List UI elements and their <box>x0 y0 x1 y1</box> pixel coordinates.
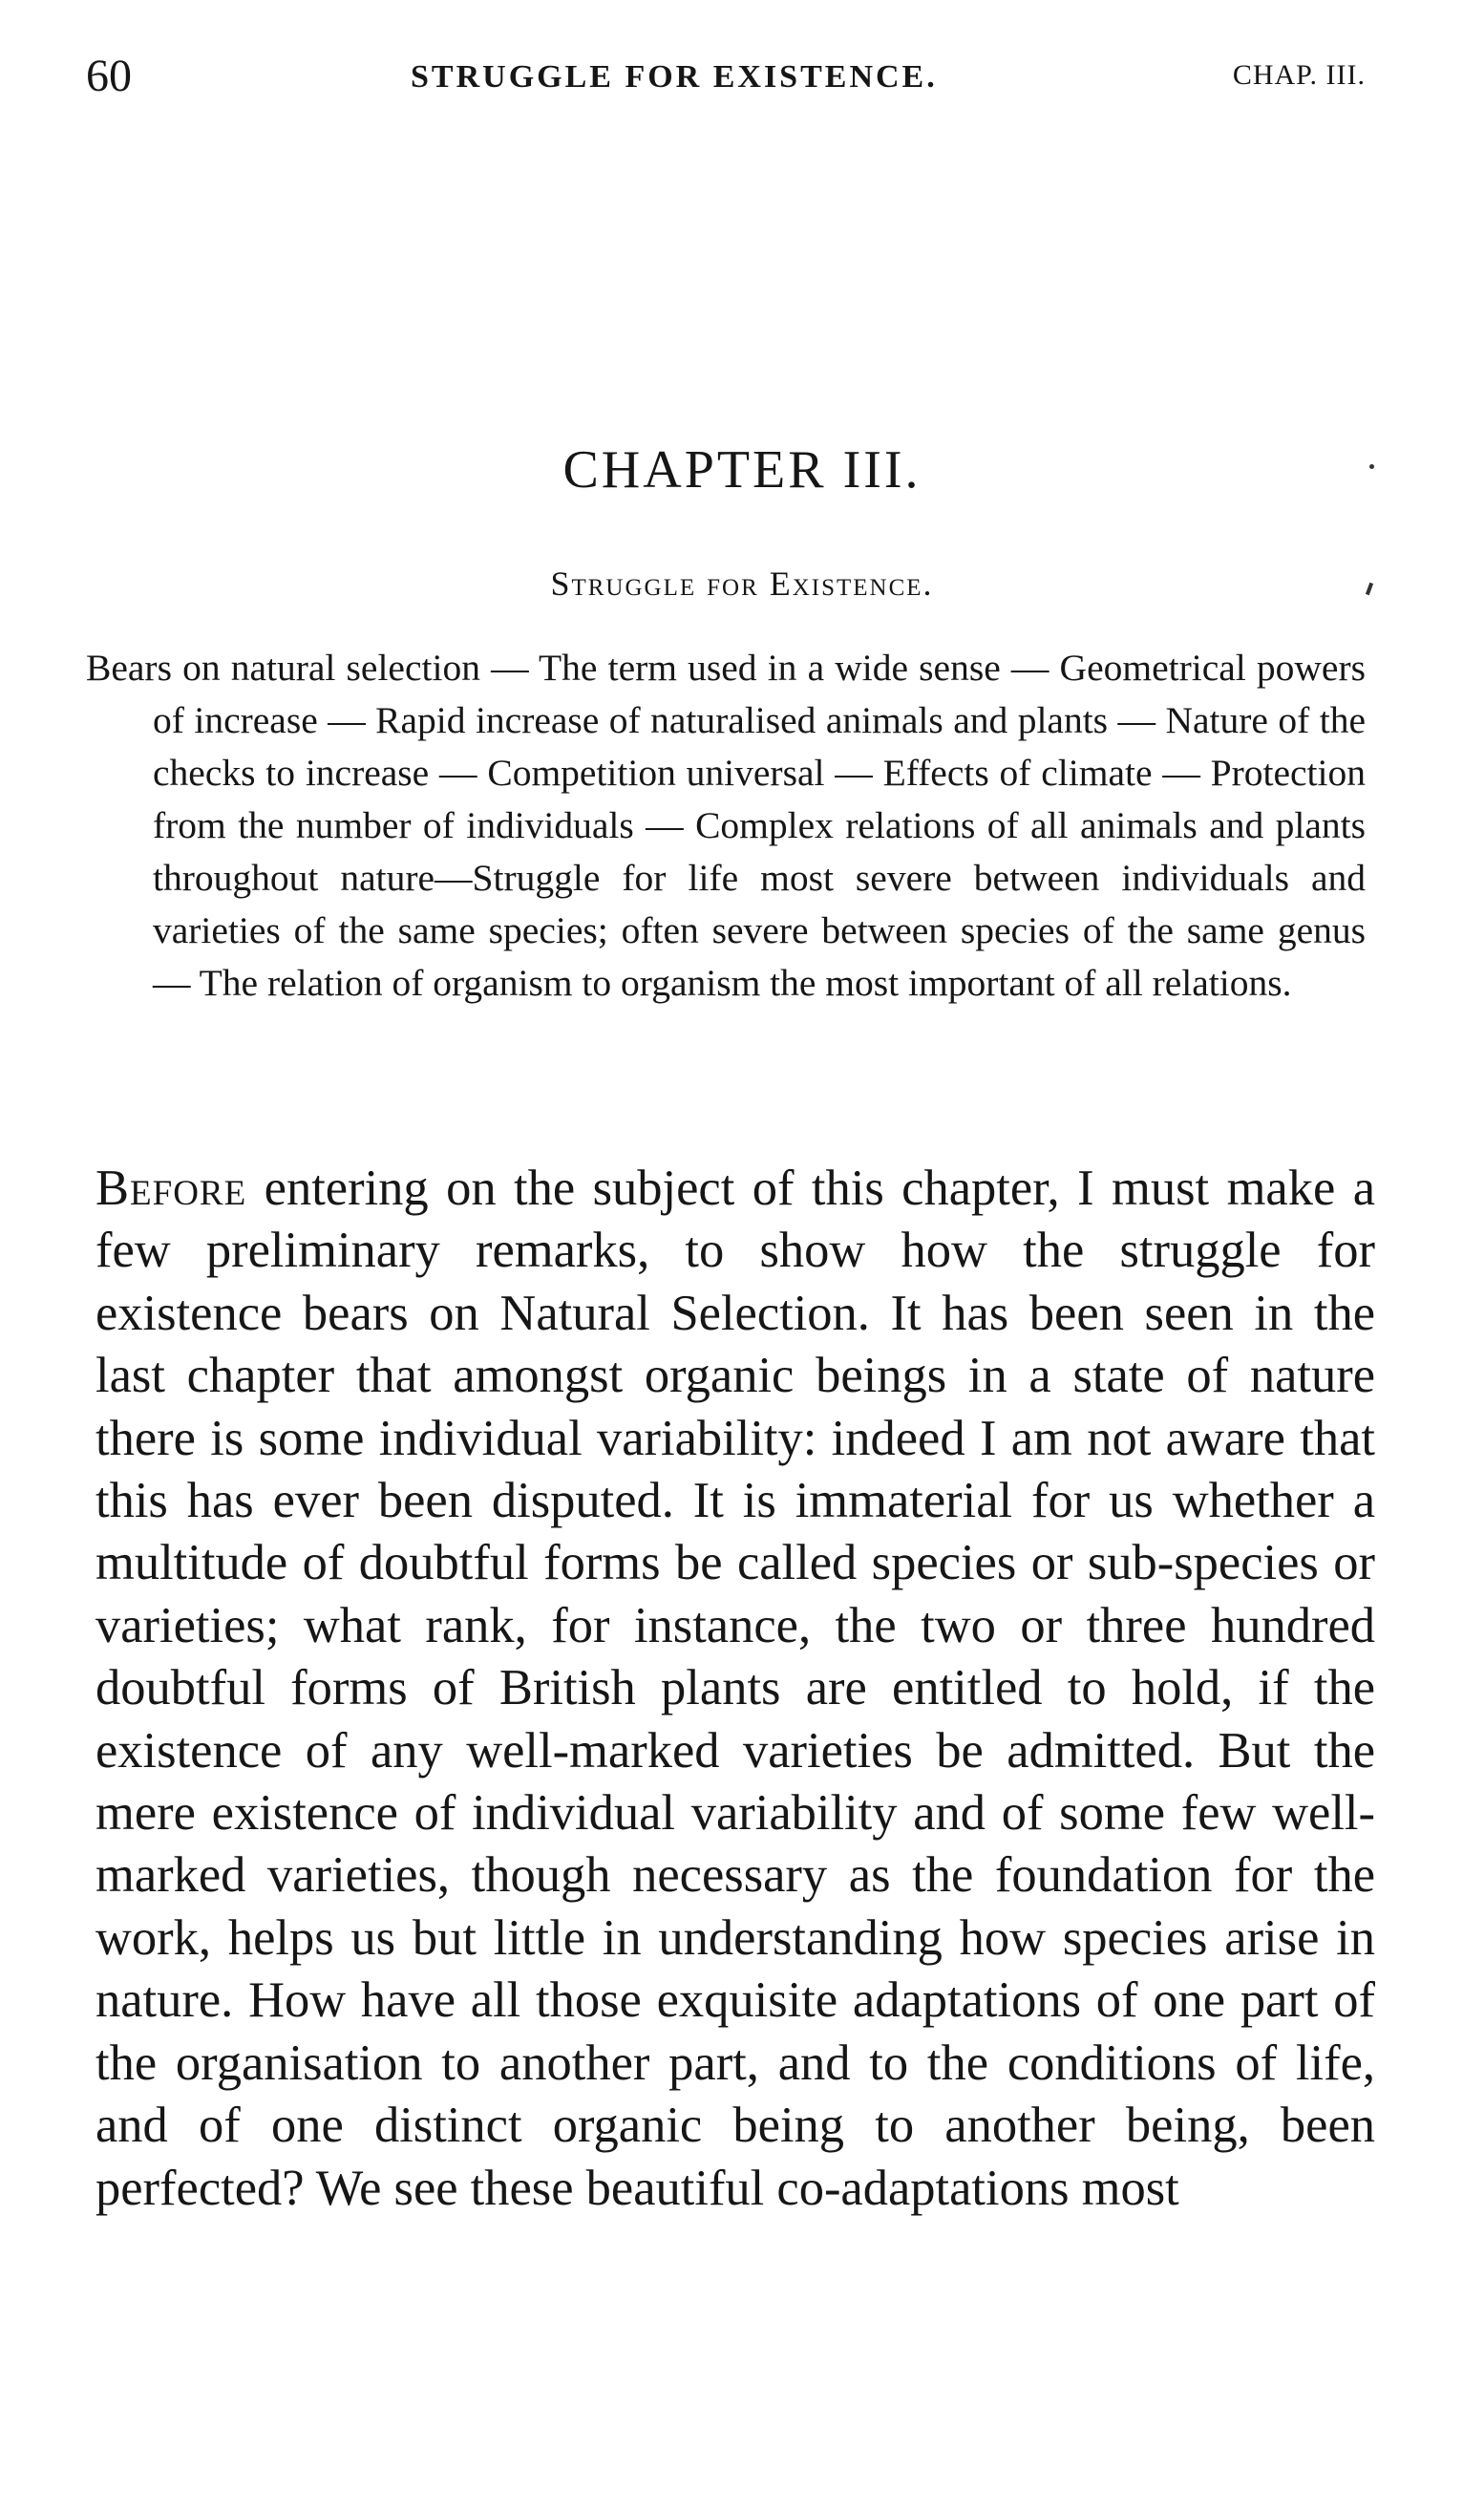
chapter-heading: CHAPTER III. <box>562 440 922 500</box>
paragraph-text: entering on the subject of this chapter, I must make a few preliminary remarks, to show how the struggle for existence bears on Natural Selection. It has been seen in the last chapter that amongst organic beings in a state of nature there is some individual variability: indeed I am not aware that this has ever been disputed. It is immaterial for us whether a multitude of doubtful forms be called species or sub-species or varieties; what rank, for instance, the two or three hundred doubtful forms of British plants are entitled to hold, if the existence of any well-marked varieties be admitted. But the mere existence of individual variability and of some few well-marked varieties, though necessary as the foundation for the work, helps us but little in understanding how species arise in nature. How have all those exquisite adaptations of one part of the organisation to another part, and to the conditions of life, and of one distinct organic being to another being, been perfected? We see these beautiful co-adaptations most <box>95 1161 1375 2216</box>
running-chapter-label: CHAP. III. <box>1232 59 1366 91</box>
body-paragraph <box>95 1158 1375 2220</box>
chapter-subtitle: Struggle for Existence. <box>550 565 934 603</box>
print-speck <box>1369 464 1374 469</box>
opening-word: Before <box>95 1161 247 1216</box>
running-title: STRUGGLE FOR EXISTENCE. <box>411 59 938 95</box>
page-number: 60 <box>86 51 132 101</box>
chapter-synopsis: Bears on natural selection — The term used in a wide sense — Geometrical powers of increase — Rapid increase of naturalised animals and plants — Nature of the checks to increase — Competition universal — Effects of climate — Protection from the number of individuals — Complex relations of all animals and plants throughout nature—Struggle for life most severe between individuals and varieties of the same species; often severe between species of the same genus — The relation of organism to organism the most important of all relations. <box>86 647 1366 1004</box>
running-head <box>86 50 1366 117</box>
